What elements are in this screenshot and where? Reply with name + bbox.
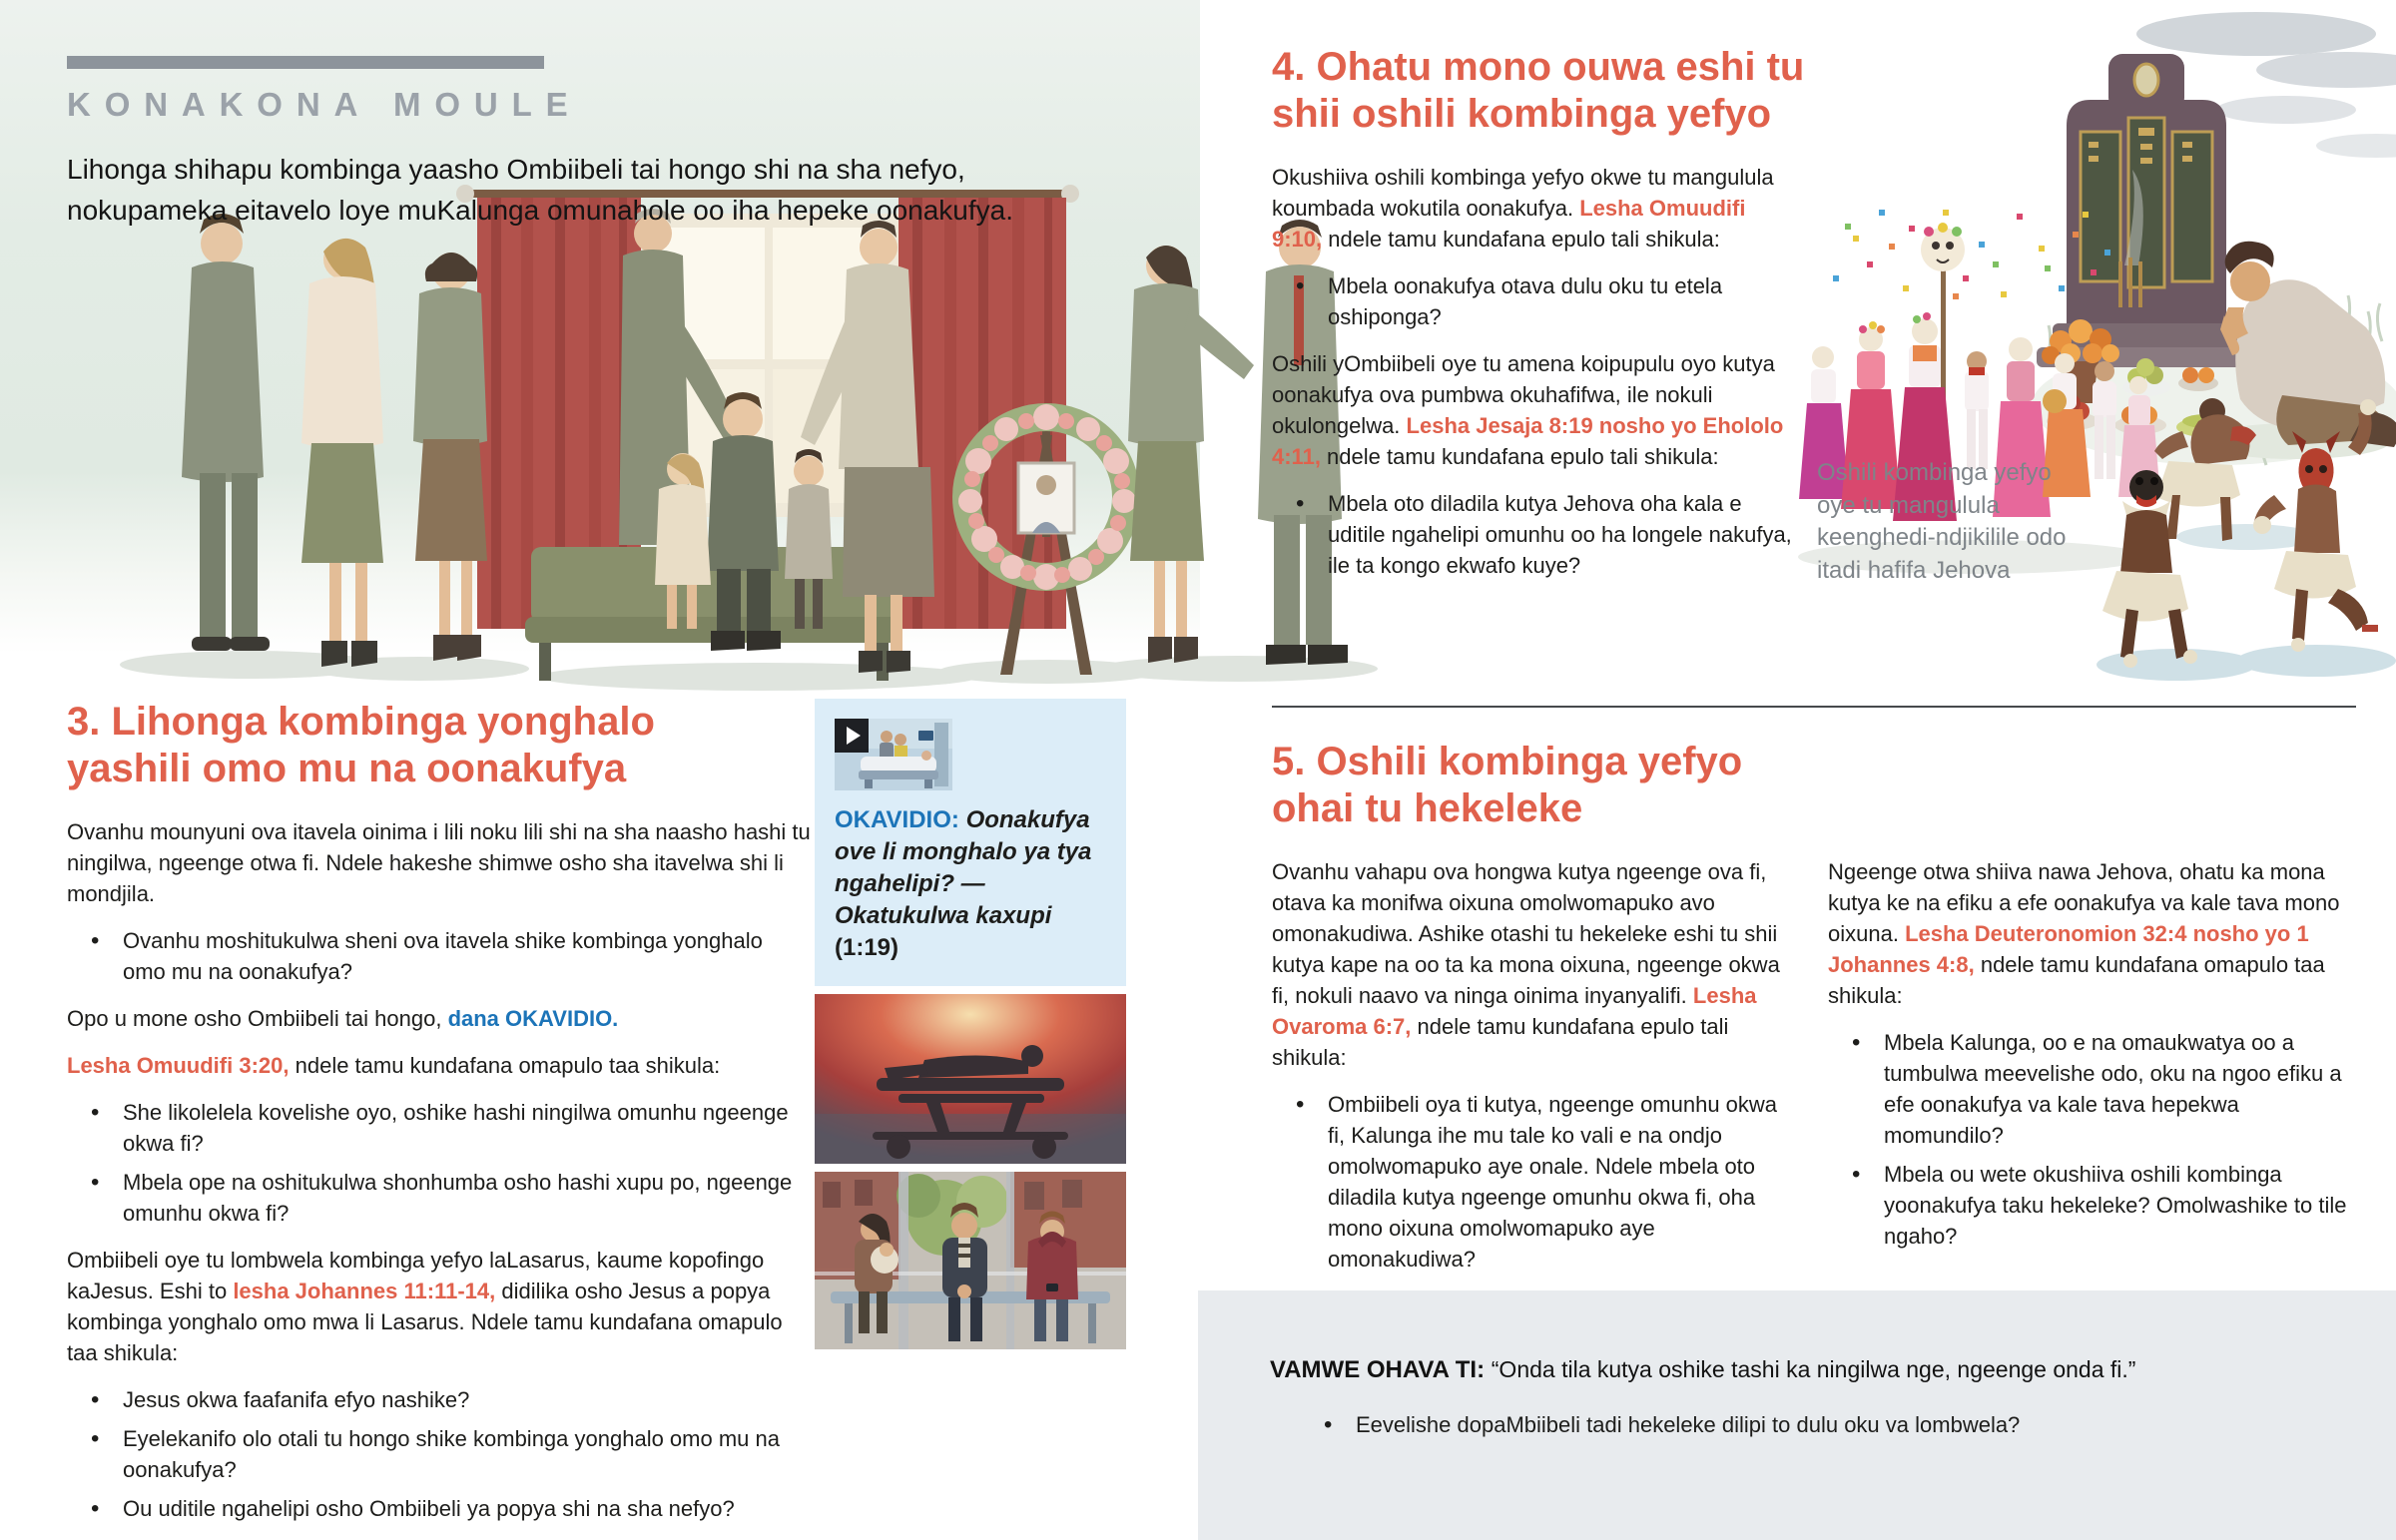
section-4 <box>1272 44 1851 597</box>
mourners-left-group <box>182 214 487 667</box>
study-questions <box>67 925 811 987</box>
study-questions <box>1272 1089 1800 1275</box>
video-box <box>815 699 1126 986</box>
study-question: • Eevelishe dopaMbiibeli tadi hekeleke dilipi to dulu oku va lombwela? <box>1300 1409 2326 1440</box>
section-4-heading: 4. Ohatu mono ouwa eshi tu shii oshili kombinga yefyo <box>1272 45 1805 137</box>
play-icon[interactable] <box>835 719 869 753</box>
objection-box <box>1198 1290 2396 1540</box>
study-question: • She likolelela kovelishe oyo, oshike hashi ningilwa omunhu ngeenge okwa fi? <box>67 1097 811 1159</box>
paragraph: Ombiibeli oye tu lombwela kombinga yefyo laLasarus, kaume kopofingo kaJesus. Eshi to lesha Johannes 11:11-14, didilika osho Jesus a popya kombinga yonghalo omo mwa li Lasarus. Ndele tamu kundafana omapulo taa shikula: <box>67 1248 783 1366</box>
scripture-link[interactable]: lesha Johannes 11:11-14, <box>233 1279 496 1304</box>
scripture-link[interactable]: Lesha Deuteronomion 32:4 nosho yo 1 Johannes 4:8, <box>1828 921 2309 978</box>
study-question: • Ombiibeli oya ti kutya, ngeenge omunhu okwa fi, Kalunga ihe mu tale ko vali e na ondjo omolwomapuko aye onale. Ndele mbela oto diladila kutya ngeenge omunhu okwa fi, oha mono oixuna omolwomapuko aye omonakudiwa? <box>1272 1089 1800 1275</box>
study-question: • Eyelekanifo olo otali tu hongo shike kombinga yonghalo omo mu na oonakufya? <box>67 1423 811 1485</box>
body-on-gurney-image <box>815 994 1126 1164</box>
kicker-rule <box>67 56 544 69</box>
study-question: • Mbela oonakufya otava dulu oku tu etela oshiponga? <box>1272 270 1795 332</box>
study-questions <box>1272 270 1795 332</box>
section-5 <box>1272 739 2356 1290</box>
study-questions <box>1300 1409 2326 1440</box>
objection-quote: “Onda tila kutya oshike tashi ka ningilwa nge, ngeenge onda fi.” <box>1491 1356 2136 1382</box>
funeral-gathering-illustration <box>0 168 1398 691</box>
objection-line <box>1270 1353 2326 1386</box>
paragraph: Ovanhu vahapu ova hongwa kutya ngeenge ova fi, otava ka monifwa oixuna omolwomapuko avo omonakudiwa. Ashike otashi tu hekeleke eshi tu shii kutya kape na oo ta ka mona oixuna, ngeenge okwa fi, nokuli naavo va ninga oinima inyanyalifi. Lesha Ovaroma 6:7, ndele tamu kundafana epulo tali shikula: <box>1272 859 1780 1071</box>
paragraph: Lesha Omuudifi 3:20, ndele tamu kundafana omapulo taa shikula: <box>67 1053 721 1079</box>
section-3-heading: 3. Lihonga kombinga yonghalo yashili omo mu na oonakufya <box>67 700 655 791</box>
paragraph: Okushiiva oshili kombinga yefyo okwe tu mangulula koumbada wokutila oonakufya. Lesha Omuudifi 9:10, ndele tamu kundafana epulo tali shikula: <box>1272 165 1774 253</box>
video-label-link[interactable]: OKAVIDIO: <box>835 806 959 833</box>
study-questions <box>67 1097 811 1229</box>
study-question: • Mbela ou wete okushiiva oshili kombinga yoonakufya taku hekeleke? Omolwashike to tile ngaho? <box>1828 1159 2356 1252</box>
illustration-caption: Oshili kombinga yefyo oye tu mangulula keenghedi-ndjikilile odo itadi hafifa Jehova <box>1817 459 2067 584</box>
study-question: • Mbela oto diladila kutya Jehova oha kala e uditile ngahelipi omunhu oo ha longele nakufya, ile ta kongo ekwafo kuye? <box>1272 488 1795 581</box>
study-question: • Ou uditile ngahelipi osho Ombiibeli ya popya shi na sha nefyo? <box>67 1493 811 1524</box>
customs-about-dead-illustration <box>1787 6 2396 695</box>
scripture-link[interactable]: Lesha Ovaroma 6:7, <box>1272 983 1757 1040</box>
study-questions <box>1272 488 1795 581</box>
scripture-link[interactable]: Lesha Omuudifi 3:20, <box>67 1053 290 1079</box>
study-question: • Ovanhu moshitukulwa sheni ova itavela shike kombinga yonghalo omo mu na oonakufya? <box>67 925 811 987</box>
study-questions <box>1828 1027 2356 1252</box>
objection-label: VAMWE OHAVA TI: <box>1270 1356 1492 1383</box>
lesson-intro: Lihonga shihapu kombinga yaasho Ombiibeli tai hongo shi na sha nefyo, nokupameka eitavelo loye muKalunga omunahole oo iha hepeke oonakufya. <box>67 154 1014 226</box>
tambourine <box>2043 389 2067 413</box>
paragraph: Oshili yOmbiibeli oye tu amena koipupulu oyo kutya oonakufya ova pumbwa okuhafifwa, ile nokuli okulongelwa. Lesha Jesaja 8:19 nosho yo Ehololo 4:11, ndele tamu kundafana epulo tali shikula: <box>1272 351 1784 470</box>
study-question: • Jesus okwa faafanifa efyo nashike? <box>67 1384 811 1415</box>
section-kicker: KONAKONA MOULE <box>67 86 582 123</box>
play-video-link[interactable]: dana OKAVIDIO. <box>447 1006 619 1032</box>
paragraph: Ngeenge otwa shiiva nawa Jehova, ohatu ka mona kutya ke na efiku a efe oonakufya va kale tava mono oixuna. Lesha Deuteronomion 32:4 nosho yo 1 Johannes 4:8, ndele tamu kundafana omapulo taa shikula: <box>1828 859 2340 1009</box>
video-caption: OKAVIDIO: Oonakufya ove li monghalo ya tya ngahelipi? — Okatukulwa kaxupi (1:19) <box>835 806 1092 961</box>
people-waiting-bench-image <box>815 1172 1126 1349</box>
scripture-link[interactable]: Lesha Jesaja 8:19 nosho yo Ehololo 4:11, <box>1272 413 1784 470</box>
hospital-bedside-video-thumbnail[interactable] <box>835 719 952 790</box>
study-question: • Mbela Kalunga, oo e na omaukwatya oo a tumbulwa meevelishe odo, oku na ngoo efiku a efe oonakufya va kale tava hepekwa momundilo? <box>1828 1027 2356 1151</box>
section-5-column-2 <box>1828 856 2356 1290</box>
section-5-heading: 5. Oshili kombinga yefyo ohai tu hekeleke <box>1272 740 1743 831</box>
section-3 <box>67 699 811 1540</box>
section-divider <box>1272 706 2356 708</box>
section-5-column-1 <box>1272 856 1800 1290</box>
paragraph: Opo u mone osho Ombiibeli tai hongo, dana OKAVIDIO. <box>67 1006 619 1032</box>
study-questions <box>67 1384 811 1524</box>
media-sidebar <box>815 699 1126 1349</box>
study-question: • Mbela ope na oshitukulwa shonhumba osho hashi xupu po, ngeenge omunhu okwa fi? <box>67 1167 811 1229</box>
scripture-link[interactable]: Lesha Omuudifi 9:10, <box>1272 196 1746 253</box>
paragraph: Ovanhu mounyuni ova itavela oinima i lili noku lili shi na sha naasho hashi tu ningilwa, ngeenge otwa fi. Ndele hakeshe shimwe osho sha itavelwa shi li mondjila. <box>67 819 811 907</box>
